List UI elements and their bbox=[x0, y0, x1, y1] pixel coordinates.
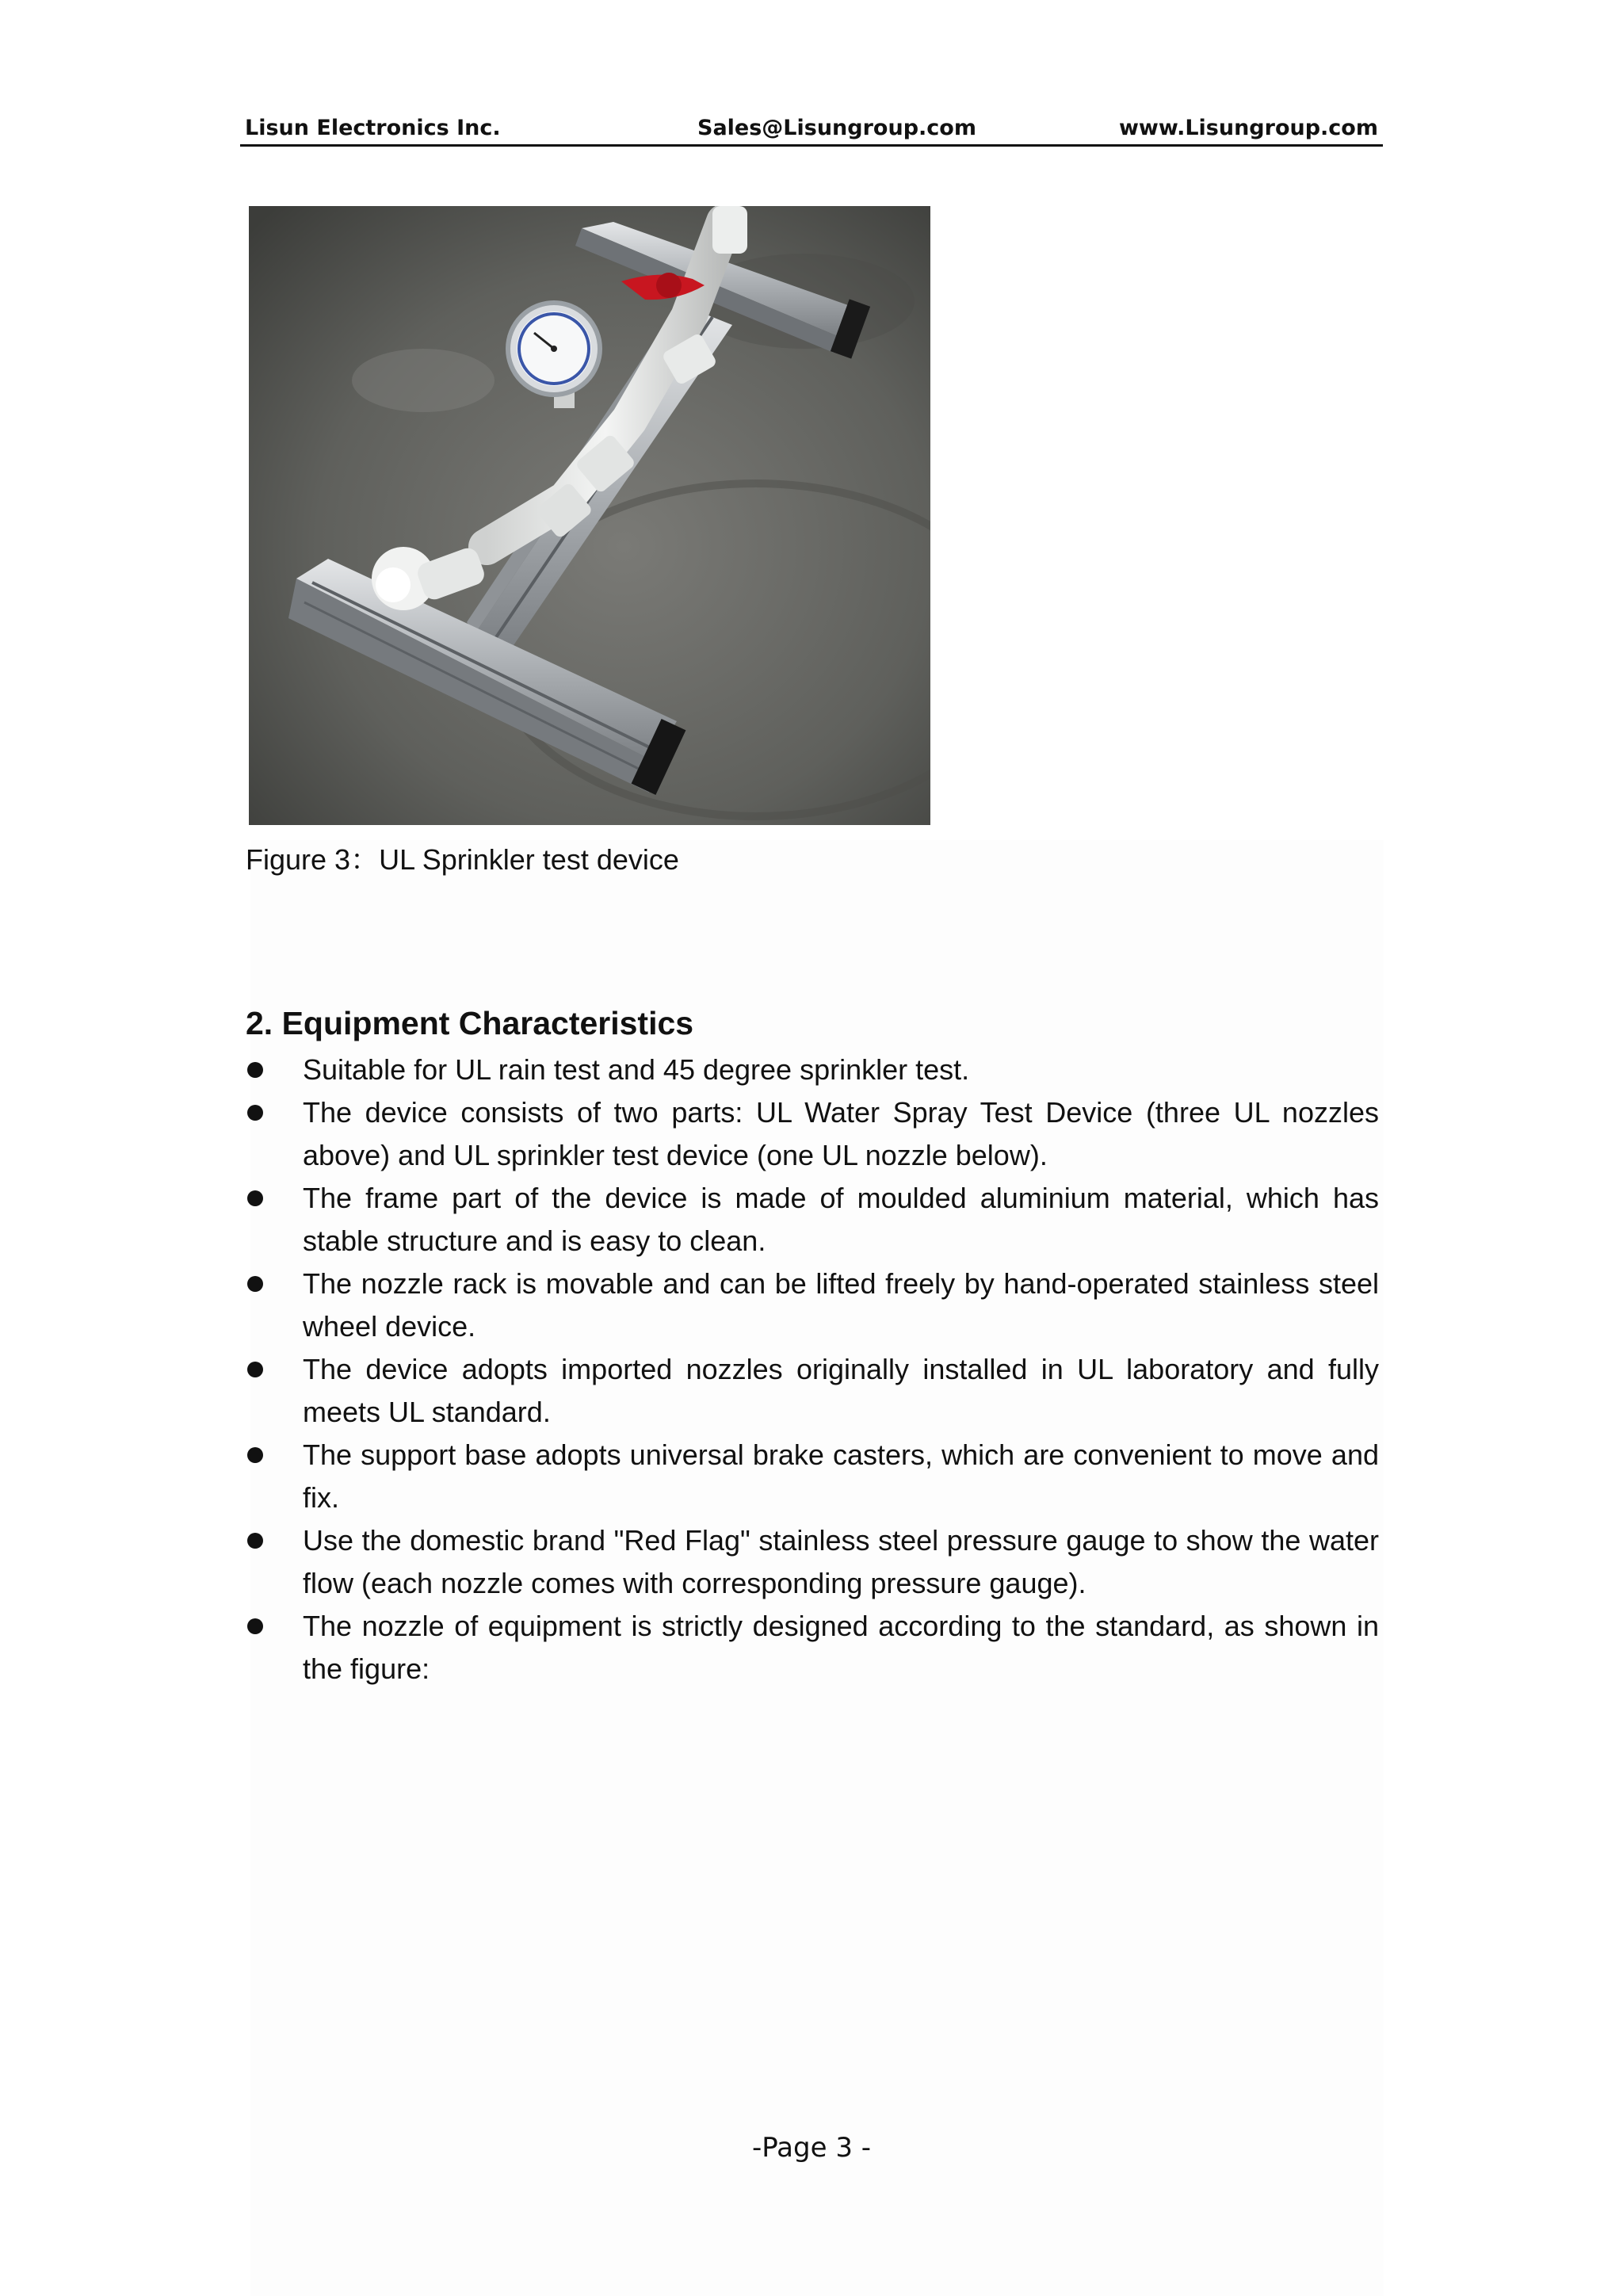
list-item-text: The support base adopts universal brake casters, which are convenient to move and fix. bbox=[303, 1438, 1379, 1514]
bullet-icon bbox=[247, 1190, 263, 1206]
bullet-icon bbox=[247, 1276, 263, 1292]
page-header bbox=[240, 111, 1383, 147]
list-item bbox=[246, 1434, 1379, 1519]
list-item-text: The frame part of the device is made of moulded aluminium material, which has stable structure and is easy to clean. bbox=[303, 1182, 1379, 1257]
page-number: -Page 3 - bbox=[751, 2132, 872, 2164]
header-company: Lisun Electronics Inc. bbox=[245, 116, 501, 140]
list-item-text: The device consists of two parts: UL Water Spray Test Device (three UL nozzles above) and UL sprinkler test device (one UL nozzle below). bbox=[303, 1096, 1379, 1171]
list-item bbox=[246, 1605, 1379, 1690]
sprinkler-device-photo bbox=[249, 206, 930, 825]
list-item bbox=[246, 1177, 1379, 1263]
list-item-text: The nozzle of equipment is strictly designed according to the standard, as shown in the figure: bbox=[303, 1610, 1379, 1685]
list-item-text: The device adopts imported nozzles originally installed in UL laboratory and fully meets UL standard. bbox=[303, 1353, 1379, 1428]
bullet-icon bbox=[247, 1362, 263, 1377]
bullet-icon bbox=[247, 1447, 263, 1463]
list-item bbox=[246, 1348, 1379, 1434]
bullet-icon bbox=[247, 1062, 263, 1078]
bullet-icon bbox=[247, 1105, 263, 1121]
list-item bbox=[246, 1263, 1379, 1348]
section-heading: 2. Equipment Characteristics bbox=[246, 1005, 694, 1041]
list-item bbox=[246, 1049, 1379, 1091]
list-item bbox=[246, 1091, 1379, 1177]
bullet-icon bbox=[247, 1618, 263, 1634]
header-email: Sales@Lisungroup.com bbox=[697, 116, 976, 140]
figure-caption: Figure 3：UL Sprinkler test device bbox=[246, 843, 679, 876]
list-item-text: The nozzle rack is movable and can be lifted freely by hand-operated stainless steel wheel device. bbox=[303, 1267, 1379, 1343]
characteristics-list bbox=[246, 1049, 1379, 1690]
list-item bbox=[246, 1519, 1379, 1605]
header-website: www.Lisungroup.com bbox=[1118, 116, 1378, 140]
bullet-icon bbox=[247, 1533, 263, 1549]
list-item-text: Suitable for UL rain test and 45 degree sprinkler test. bbox=[303, 1053, 970, 1086]
list-item-text: Use the domestic brand "Red Flag" stainless steel pressure gauge to show the water flow (each nozzle comes with corresponding pressure gauge). bbox=[303, 1524, 1379, 1599]
